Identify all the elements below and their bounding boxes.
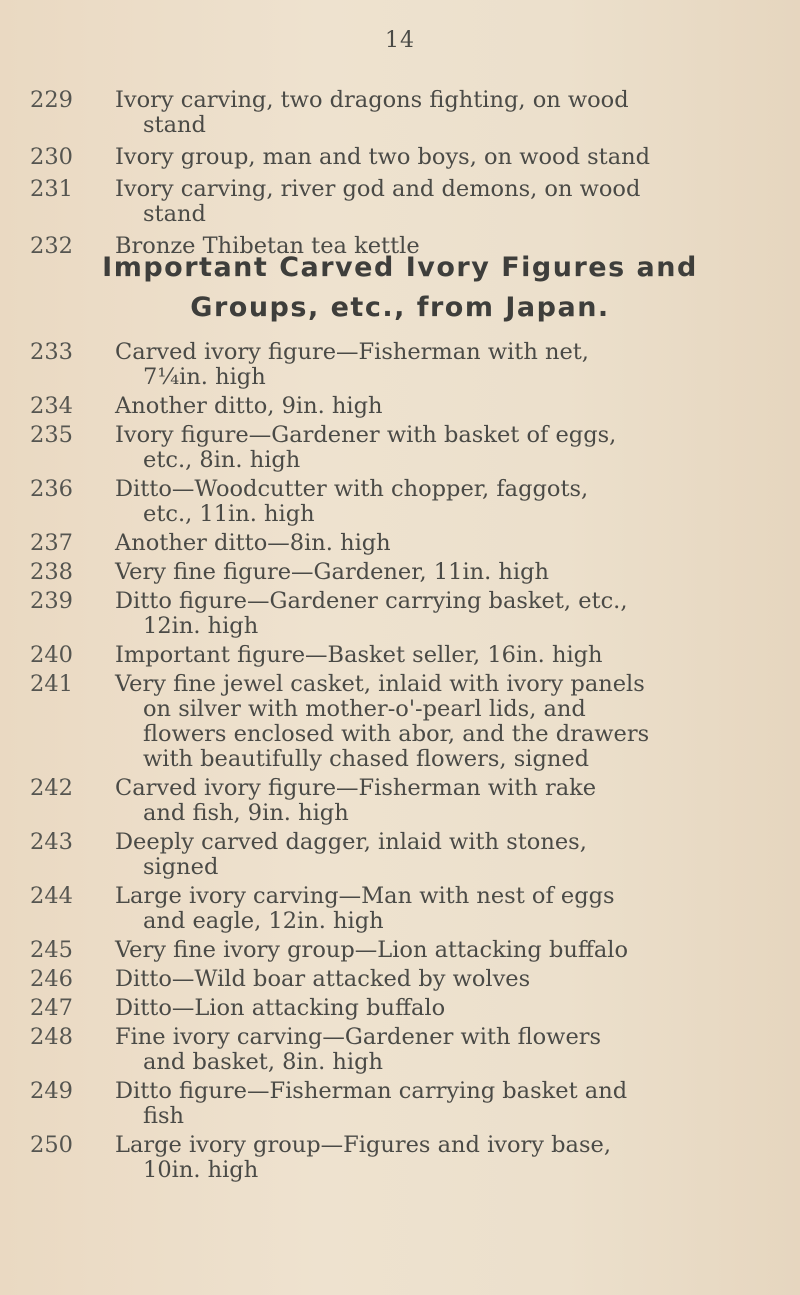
lot-description — [115, 177, 675, 227]
lot-description-line: Ivory group, man and two boys, on wood stand — [115, 144, 651, 170]
lot-description-line: Ditto figure—Fisherman carrying basket and — [115, 1078, 628, 1104]
lot-description — [115, 643, 675, 668]
lot-list-main — [0, 340, 800, 1187]
lot-entry — [0, 1025, 800, 1075]
lot-number: 233 — [30, 339, 73, 365]
lot-description-line: Very fine ivory group—Lion attacking buffalo — [115, 937, 629, 963]
lot-description-line: Carved ivory figure—Fisherman with rake — [115, 775, 597, 801]
lot-entry — [0, 560, 800, 585]
lot-entry — [0, 996, 800, 1021]
lot-description-line: Important figure—Basket seller, 16in. high — [115, 642, 603, 668]
lot-description-line: flowers enclosed with abor, and the drawers — [143, 721, 650, 747]
lot-description-line: Ivory figure—Gardener with basket of eggs, — [115, 422, 617, 448]
lot-description-line: stand — [143, 112, 206, 138]
lot-description — [115, 560, 675, 585]
lot-description — [115, 776, 675, 826]
lot-entry — [0, 423, 800, 473]
page-number: 14 — [385, 28, 415, 53]
lot-description-line: fish — [143, 1103, 185, 1129]
lot-description — [115, 1133, 675, 1183]
lot-description — [115, 589, 675, 639]
lot-number: 245 — [30, 937, 73, 963]
lot-description — [115, 672, 675, 772]
lot-number: 247 — [30, 995, 73, 1021]
lot-description-line: 7¼in. high — [143, 364, 266, 390]
lot-entry — [0, 1133, 800, 1183]
lot-description-line: Large ivory group—Figures and ivory base, — [115, 1132, 611, 1158]
lot-number: 238 — [30, 559, 73, 585]
lot-description-line: 10in. high — [143, 1157, 259, 1183]
lot-description — [115, 967, 675, 992]
lot-description-line: Ditto—Woodcutter with chopper, faggots, — [115, 476, 589, 502]
lot-description — [115, 1025, 675, 1075]
lot-number: 249 — [30, 1078, 73, 1104]
lot-description — [115, 340, 675, 390]
lot-number: 239 — [30, 588, 73, 614]
lot-description — [115, 996, 675, 1021]
section-heading-line-1: Important Carved Ivory Figures and — [102, 252, 698, 283]
lot-entry — [0, 1079, 800, 1129]
lot-entry — [0, 477, 800, 527]
lot-number: 240 — [30, 642, 73, 668]
lot-number: 246 — [30, 966, 73, 992]
lot-description-line: with beautifully chased flowers, signed — [143, 746, 590, 772]
lot-description — [115, 531, 675, 556]
lot-description — [115, 88, 675, 138]
section-heading-line-2: Groups, etc., from Japan. — [190, 292, 610, 323]
lot-entry — [0, 672, 800, 772]
lot-entry — [0, 340, 800, 390]
lot-number: 244 — [30, 883, 73, 909]
lot-number: 232 — [30, 233, 73, 259]
lot-description-line: and eagle, 12in. high — [143, 908, 384, 934]
lot-entry — [0, 177, 800, 227]
lot-entry — [0, 938, 800, 963]
lot-list-top — [0, 88, 800, 266]
lot-number: 236 — [30, 476, 73, 502]
lot-number: 235 — [30, 422, 73, 448]
lot-description — [115, 1079, 675, 1129]
lot-description-line: etc., 11in. high — [143, 501, 315, 527]
lot-number: 231 — [30, 176, 73, 202]
lot-description-line: Ivory carving, river god and demons, on wood — [115, 176, 641, 202]
lot-description — [115, 394, 675, 419]
lot-description — [115, 884, 675, 934]
lot-number: 243 — [30, 829, 73, 855]
lot-number: 230 — [30, 144, 73, 170]
lot-description-line: Fine ivory carving—Gardener with flowers — [115, 1024, 602, 1050]
lot-description — [115, 423, 675, 473]
lot-description-line: Ivory carving, two dragons fighting, on wood — [115, 87, 629, 113]
lot-entry — [0, 830, 800, 880]
lot-description-line: Very fine figure—Gardener, 11in. high — [115, 559, 550, 585]
lot-entry — [0, 88, 800, 138]
lot-description-line: etc., 8in. high — [143, 447, 301, 473]
lot-description-line: and fish, 9in. high — [143, 800, 349, 826]
lot-entry — [0, 145, 800, 170]
lot-description-line: Another ditto—8in. high — [115, 530, 391, 556]
lot-entry — [0, 884, 800, 934]
lot-description-line: signed — [143, 854, 219, 880]
lot-entry — [0, 531, 800, 556]
lot-description-line: Ditto—Lion attacking buffalo — [115, 995, 446, 1021]
lot-entry — [0, 776, 800, 826]
lot-number: 241 — [30, 671, 73, 697]
lot-description — [115, 938, 675, 963]
lot-description-line: 12in. high — [143, 613, 259, 639]
lot-entry — [0, 643, 800, 668]
lot-description — [115, 477, 675, 527]
lot-description-line: Very fine jewel casket, inlaid with ivory panels — [115, 671, 645, 697]
lot-description — [115, 145, 675, 170]
lot-entry — [0, 967, 800, 992]
lot-number: 237 — [30, 530, 73, 556]
lot-description-line: Bronze Thibetan tea kettle — [115, 233, 420, 259]
lot-number: 250 — [30, 1132, 73, 1158]
lot-description-line: Carved ivory figure—Fisherman with net, — [115, 339, 589, 365]
lot-description — [115, 830, 675, 880]
lot-description-line: Ditto—Wild boar attacked by wolves — [115, 966, 531, 992]
lot-description-line: and basket, 8in. high — [143, 1049, 384, 1075]
lot-number: 229 — [30, 87, 73, 113]
lot-number: 234 — [30, 393, 73, 419]
lot-description-line: Another ditto, 9in. high — [115, 393, 383, 419]
lot-description-line: on silver with mother-o'-pearl lids, and — [143, 696, 586, 722]
lot-entry — [0, 394, 800, 419]
lot-description-line: Large ivory carving—Man with nest of eggs — [115, 883, 615, 909]
lot-number: 242 — [30, 775, 73, 801]
lot-description-line: Ditto figure—Gardener carrying basket, etc., — [115, 588, 628, 614]
lot-description-line: stand — [143, 201, 206, 227]
lot-description-line: Deeply carved dagger, inlaid with stones, — [115, 829, 587, 855]
lot-number: 248 — [30, 1024, 73, 1050]
lot-entry — [0, 589, 800, 639]
section-heading — [10, 248, 790, 328]
